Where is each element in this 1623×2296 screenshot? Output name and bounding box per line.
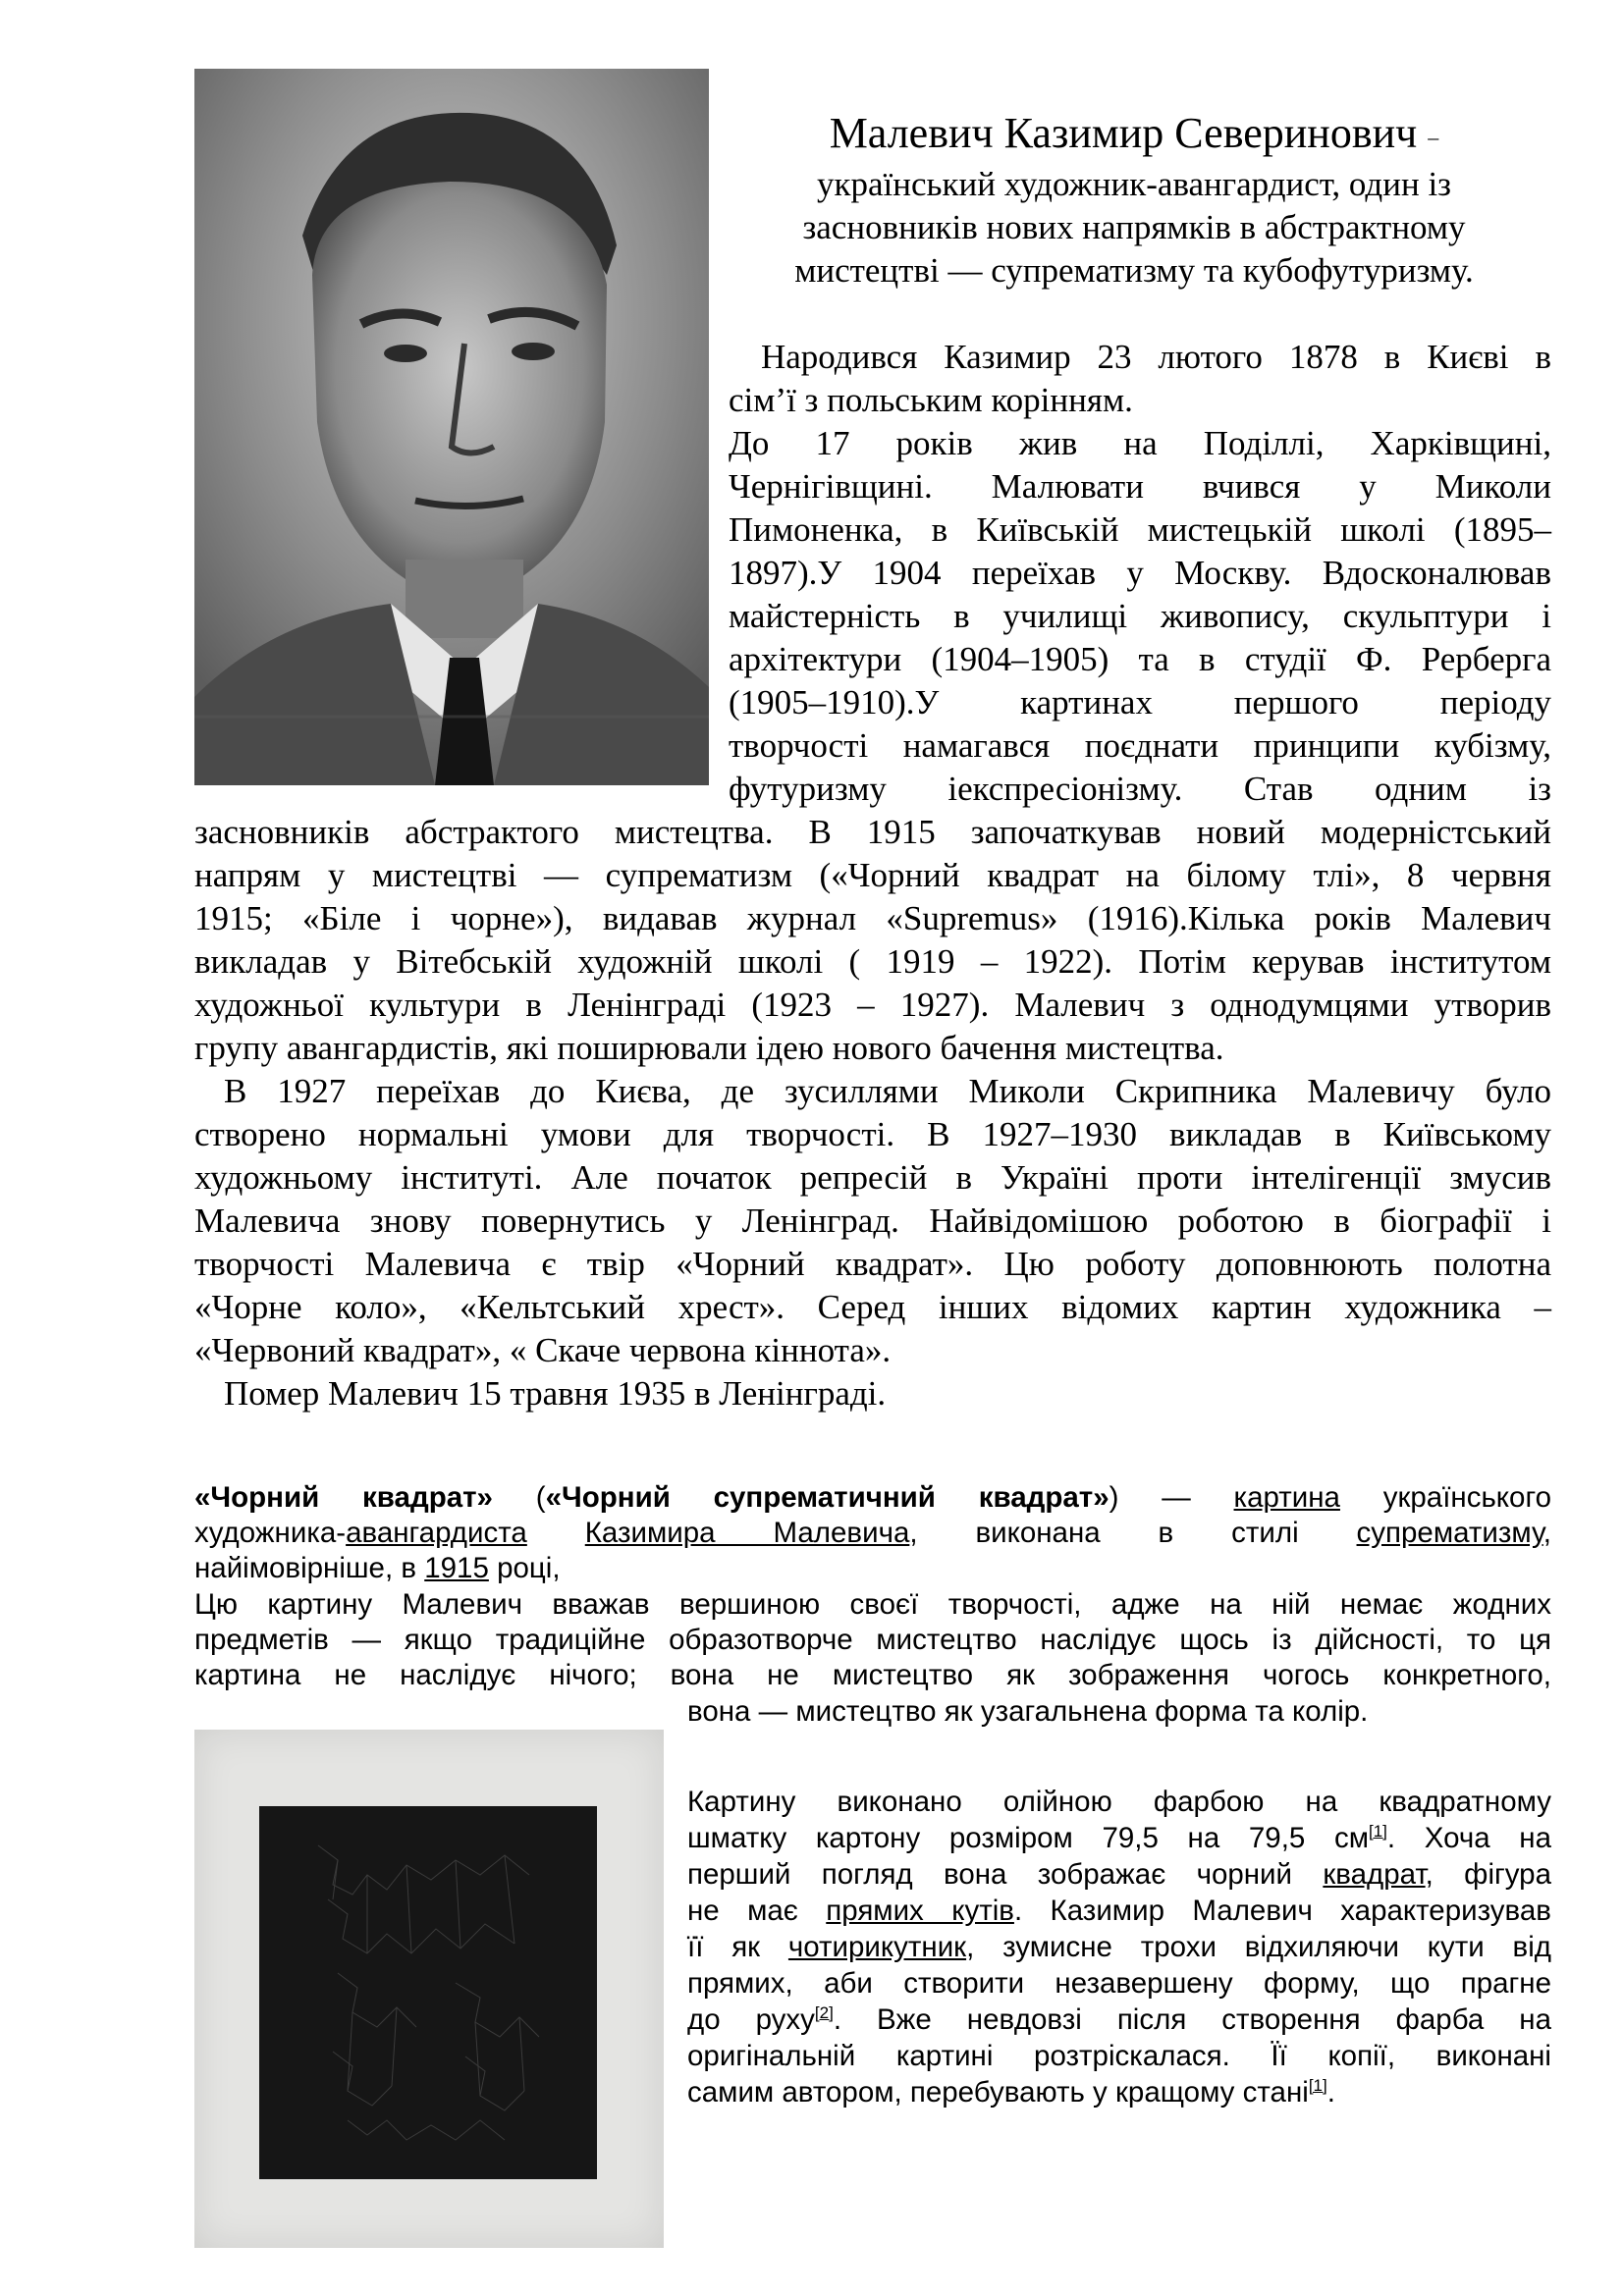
intro-line-3: мистецтві — супрематизму та кубофутуризму. xyxy=(794,250,1474,290)
article-p3-line-4: не має прямих кутів. Казимир Малевич характеризував xyxy=(687,1895,1551,1927)
craquelure-illustration xyxy=(259,1806,597,2179)
article-p3-line-2: шматку картону розміром 79,5 на 79,5 см[1]. Хоча на xyxy=(687,1822,1551,1854)
bio-p2-line: (1905–1910).У картинах першого періоду xyxy=(729,683,1551,721)
bio-p2-wide-line: напрям у мистецтві — супрематизм («Чорний квадрат на білому тлі», 8 червня xyxy=(194,856,1551,894)
link-suprematyzmu[interactable]: супрематизму xyxy=(1356,1517,1543,1549)
bio-p1-line-2: сім’ї з польським корінням. xyxy=(729,381,1133,419)
article-line-1: «Чорний квадрат» («Чорний супрематичний квадрат») — картина українського xyxy=(194,1481,1551,1514)
bio-p1-line-1: Народився Казимир 23 лютого 1878 в Києві в xyxy=(761,338,1551,376)
bio-p3-line: Малевича знову повернутись у Ленінград. Найвідомішою роботою в біографії і xyxy=(194,1201,1551,1240)
intro-line-1: український художник-авангардист, один із xyxy=(817,164,1451,203)
bio-p2-line: футуризму іекспресіонізму. Став одним із xyxy=(729,770,1551,808)
bio-p2-line: До 17 років жив на Поділлі, Харківщині, xyxy=(729,424,1551,462)
portrait-illustration xyxy=(194,69,709,785)
bio-p2-last-line: групу авангардистів, які поширювали ідею нового бачення мистецтва. xyxy=(194,1029,1224,1067)
link-kvadrat[interactable]: квадрат xyxy=(1323,1858,1426,1891)
name-dash: – xyxy=(1428,124,1439,149)
bio-p3-last-line: «Червоний квадрат», « Скаче червона кіннота». xyxy=(194,1331,892,1369)
bio-p4-line: Помер Малевич 15 травня 1935 в Ленінграді. xyxy=(224,1374,887,1413)
article-p3-line-1: Картину виконано олійною фарбою на квадратному xyxy=(687,1786,1551,1818)
article-p3-line-9: самим автором, перебувають у кращому стані[1]. xyxy=(687,2076,1335,2109)
bio-p2-line: творчості намагався поєднати принципи кубізму, xyxy=(729,726,1551,765)
article-p3-line-5: її як чотирикутник, зумисне трохи відхиляючи кути від xyxy=(687,1931,1551,1963)
artist-name: Малевич Казимир Северинович xyxy=(829,109,1418,157)
portrait-photo xyxy=(194,69,709,785)
footnote-1[interactable]: [1] xyxy=(1369,1822,1387,1842)
bio-p2-wide-line: викладав у Вітебській художній школі ( 1919 – 1922). Потім керував інститутом xyxy=(194,942,1551,981)
article-p3-line-8: оригінальній картині розтріскалася. Її копії, виконані xyxy=(687,2040,1551,2072)
article-p3-line-3: перший погляд вона зображає чорний квадрат, фігура xyxy=(687,1858,1551,1891)
article-p2-line: предметів — якщо традиційне образотворче мистецтво наслідує щось із дійсності, то ця xyxy=(194,1624,1551,1656)
footnote-1-repeat[interactable]: [1] xyxy=(1308,2076,1327,2096)
article-p3-line-6: прямих, аби створити незавершену форму, що прагне xyxy=(687,1967,1551,2000)
link-kazymyra-malevycha[interactable]: Казимира Малевича xyxy=(584,1517,910,1549)
article-p2-last-line: вона — мистецтво як узагальнена форма та колір. xyxy=(687,1695,1369,1728)
bio-p2-line: архітектури (1904–1905) та в студії Ф. Рерберга xyxy=(729,640,1551,678)
link-1915[interactable]: 1915 xyxy=(424,1552,489,1584)
intro-line-2: засновників нових напрямків в абстрактному xyxy=(802,207,1466,246)
link-avangardysta[interactable]: авангардиста xyxy=(346,1517,527,1549)
article-p2-line: Цю картину Малевич вважав вершиною своєї творчості, адже на ній немає жодних xyxy=(194,1588,1551,1621)
article-line-3: найімовірніше, в 1915 році, xyxy=(194,1552,561,1584)
footnote-2[interactable]: [2] xyxy=(814,2003,834,2023)
bio-p3-line: В 1927 переїхав до Києва, де зусиллями Миколи Скрипника Малевичу було xyxy=(224,1072,1551,1110)
black-square-painting xyxy=(194,1730,664,2248)
bio-p2-wide-line: художньої культури в Ленінграді (1923 – 1927). Малевич з однодумцями утворив xyxy=(194,986,1551,1024)
bio-p2-line: 1897).У 1904 переїхав у Москву. Вдосконалював xyxy=(729,554,1551,592)
article-p2-line: картина не наслідує нічого; вона не мистецтво як зображення чогось конкретного, xyxy=(194,1659,1551,1691)
bio-p3-line: створено нормальні умови для творчості. В 1927–1930 викладав в Київському xyxy=(194,1115,1551,1153)
title-block xyxy=(727,108,1542,293)
artist-name-line xyxy=(727,108,1542,163)
bio-p3-line: «Чорне коло», «Кельтський хрест». Серед інших відомих картин художника – xyxy=(194,1288,1551,1326)
black-square xyxy=(259,1806,597,2179)
article-line-2: художника-авангардиста Казимира Малевича, виконана в стилі супрематизму, xyxy=(194,1517,1551,1549)
article-title-bold: «Чорний квадрат» xyxy=(194,1481,493,1514)
bio-p2-line: майстерність в училищі живопису, скульптури і xyxy=(729,597,1551,635)
bio-p2-line: Чернігівщині. Малювати вчився у Миколи xyxy=(729,467,1551,506)
article-alt-title-bold: «Чорний супрематичний квадрат» xyxy=(545,1481,1109,1514)
link-priamykh-kutiv[interactable]: прямих кутів xyxy=(826,1895,1014,1927)
link-kartyna[interactable]: картина xyxy=(1233,1481,1340,1514)
article-p3-line-7: до руху[2]. Вже невдовзі після створення фарба на xyxy=(687,2003,1551,2036)
bio-p2-line: Пимоненка, в Київській мистецькій школі (1895– xyxy=(729,510,1551,549)
bio-p3-line: творчості Малевича є твір «Чорний квадрат». Цю роботу доповнюють полотна xyxy=(194,1245,1551,1283)
link-chotyrykutnyk[interactable]: чотирикутник xyxy=(787,1931,967,1963)
bio-p2-wide-line: 1915; «Біле і чорне»), видавав журнал «Supremus» (1916).Кілька років Малевич xyxy=(194,899,1551,937)
bio-p2-wide-line: засновників абстрактого мистецтва. В 1915 започаткував новий модерністський xyxy=(194,813,1551,851)
bio-p3-line: художньому інституті. Але початок репресій в Україні проти інтелігенції змусив xyxy=(194,1158,1551,1197)
